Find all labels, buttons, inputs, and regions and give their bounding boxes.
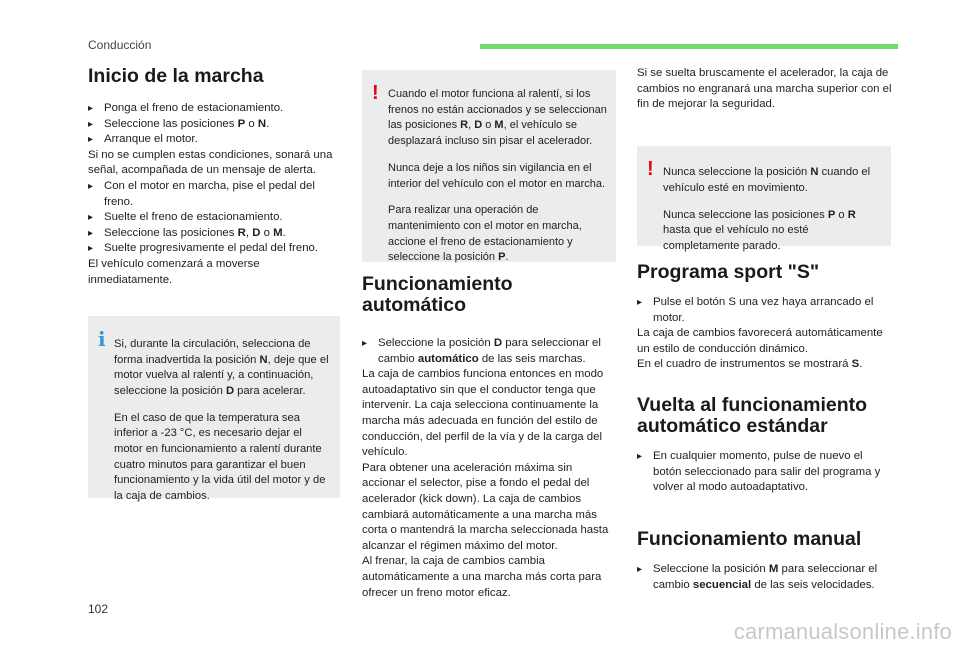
pointer-icon: ▸ [88, 180, 94, 192]
paragraph: Para obtener una aceleración máxima sin accionar el selector, pise a fondo el pedal del acelerador (kick down). La caja de cambios cambiará automáticamente a una marcha más corta o mantendrá la marcha seleccionada hasta alcanzar el régimen máximo del motor. [362, 461, 609, 552]
list-item: ▸ Seleccione las posiciones R, D o M. [88, 226, 340, 242]
column-3-sport [637, 262, 893, 373]
column-3-manual [637, 529, 893, 593]
list-item: ▸ Seleccione las posiciones P o N. [88, 117, 340, 133]
pointer-icon: ▸ [88, 134, 94, 146]
paragraph: La caja de cambios favorecerá automáticamente un estilo de conducción dinámico. [637, 327, 883, 355]
warning-box [637, 146, 891, 252]
pointer-icon: ▸ [637, 451, 643, 462]
list-item: ▸ Pulse el botón S una vez haya arrancado el motor. [637, 296, 874, 324]
column-2 [362, 274, 618, 601]
list-item: ▸ Con el motor en marcha, pise el pedal del freno. [88, 179, 315, 208]
list-item: ▸ Suelte progresivamente el pedal del freno. [88, 241, 340, 257]
list-item: ▸ Seleccione la posición M para seleccionar el cambio secuencial de las seis velocidades. [637, 563, 878, 591]
list-item: ▸ Seleccione la posición D para seleccionar el cambio automático de las seis marchas. [362, 337, 601, 365]
column-3-vuelta [637, 395, 893, 496]
pointer-icon: ▸ [88, 118, 94, 130]
warning-box-text: Nunca seleccione la posición N cuando el vehículo esté en movimiento. Nunca seleccione las posiciones P o R hasta que el vehículo no esté completamente parado. [663, 166, 871, 252]
section-title-inicio: Inicio de la marcha [88, 65, 264, 87]
list-item: ▸ Arranque el motor. [88, 132, 340, 148]
pointer-icon: ▸ [88, 227, 94, 239]
info-box-text: Si, durante la circulación, selecciona de forma inadvertida la posición N, deje que el motor vuelva al ralentí y, a continuación, seleccione la posición D para acelerar. En el caso de que la temperatura sea inferior a -23 °C, es necesario dejar el motor en funcionamiento a ralentí durante cuatro minutos para garantizar el buen funcionamiento y la vida útil del motor y de la caja de cambios. [114, 338, 329, 502]
pointer-icon: ▸ [362, 338, 368, 349]
paragraph: Si se suelta bruscamente el acelerador, la caja de cambios no engranará una marcha superior con el fin de mejorar la seguridad. [637, 67, 892, 111]
list-item: ▸ Suelte el freno de estacionamiento. [88, 210, 340, 226]
warning-box-text: Cuando el motor funciona al ralentí, si los frenos no están accionados y se seleccionan las posiciones R, D o M, el vehículo se desplazará incluso sin pisar el acelerador. Nunca deje a los niños sin vigilancia en el interior del vehículo con el motor en marcha. Para realizar una operación de mantenimiento con el motor en marcha, accione el freno de estacionamiento y seleccione la posición P. [388, 88, 607, 264]
info-icon: i [98, 327, 106, 351]
exclamation-icon: ! [647, 158, 654, 180]
section-title-vuelta: Vuelta al funcionamiento automático estándar [637, 394, 868, 437]
paragraph: La caja de cambios funciona entonces en modo autoadaptativo sin que el conductor tenga que intervenir. La caja selecciona continuamente la marcha más adecuada en función del estilo de conducción, del perfil de la vía y de la carga del vehículo. [362, 368, 604, 459]
list-item: ▸ En cualquier momento, pulse de nuevo el botón seleccionado para salir del programa y volver al modo autoadaptativo. [637, 450, 881, 494]
watermark: carmanualsonline.info [733, 619, 952, 644]
pointer-icon: ▸ [88, 212, 94, 224]
pointer-icon: ▸ [88, 243, 94, 255]
paragraph: En el cuadro de instrumentos se mostrará S. [637, 358, 863, 371]
paragraph: Si no se cumplen estas condiciones, sonará una señal, acompañada de un mensaje de alerta. [88, 148, 333, 177]
warning-box [362, 70, 616, 262]
pointer-icon: ▸ [88, 103, 94, 114]
section-title-manual: Funcionamiento manual [637, 528, 862, 550]
section-title-sport: Programa sport "S" [637, 261, 820, 283]
paragraph: Al frenar, la caja de cambios cambia automáticamente a una marcha más corta para ofrecer un freno motor eficaz. [362, 555, 602, 599]
header-label: Conducción [88, 38, 152, 52]
pointer-icon: ▸ [637, 564, 643, 575]
page-number: 102 [88, 602, 109, 616]
pointer-icon: ▸ [637, 297, 643, 308]
paragraph: El vehículo comenzará a moverse inmediatamente. [88, 257, 260, 286]
column-1 [88, 66, 340, 288]
exclamation-icon: ! [372, 82, 379, 104]
info-box [88, 316, 340, 502]
list-item: ▸ Ponga el freno de estacionamiento. [88, 101, 340, 117]
section-title-automatico: Funcionamiento automático [362, 273, 513, 316]
header-accent-bar [480, 44, 898, 49]
column-3-intro [637, 66, 892, 113]
